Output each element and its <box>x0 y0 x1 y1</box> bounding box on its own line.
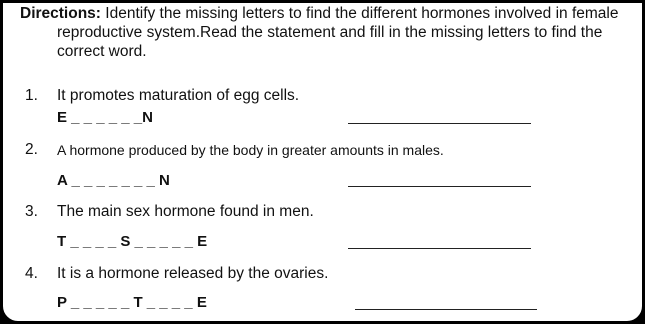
item-number: 4. <box>25 265 38 282</box>
item-pattern: T _ _ _ _ S _ _ _ _ _ E <box>57 233 208 250</box>
answer-blank[interactable] <box>355 309 537 310</box>
item-number: 1. <box>25 87 38 104</box>
item-statement: A hormone produced by the body in greater amounts in males. <box>57 142 444 158</box>
item-statement: The main sex hormone found in men. <box>57 203 314 220</box>
item-pattern: E _ _ _ _ _ _N <box>57 109 153 126</box>
item-statement: It promotes maturation of egg cells. <box>57 87 300 104</box>
answer-blank[interactable] <box>348 186 531 187</box>
answer-blank[interactable] <box>348 123 531 124</box>
directions-label: Directions: <box>20 5 101 22</box>
answer-blank[interactable] <box>348 248 531 249</box>
item-pattern: A _ _ _ _ _ _ _ N <box>57 172 170 189</box>
item-number: 2. <box>25 141 38 158</box>
directions-line-2: reproductive system.Read the statement and fill in the missing letters to find the <box>57 24 603 41</box>
directions <box>20 4 635 61</box>
directions-line-3: correct word. <box>57 43 147 60</box>
item-pattern: P _ _ _ _ _ T _ _ _ _ E <box>57 294 207 311</box>
directions-line-1: Identify the missing letters to find the different hormones involved in female <box>105 5 619 22</box>
item-number: 3. <box>25 203 38 220</box>
item-statement: It is a hormone released by the ovaries. <box>57 265 329 282</box>
